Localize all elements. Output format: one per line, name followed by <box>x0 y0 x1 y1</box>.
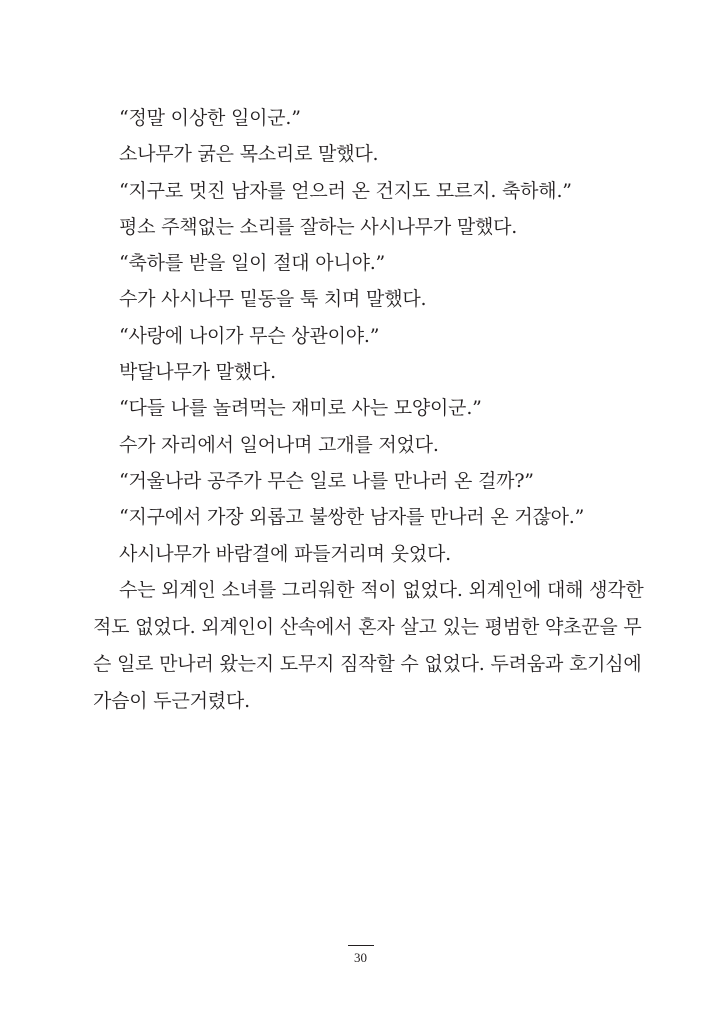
dialogue-line: “정말 이상한 일이군.” <box>119 107 301 129</box>
dialogue-line: “다들 나를 놀려먹는 재미로 사는 모양이군.” <box>119 397 482 420</box>
page-footer <box>0 945 721 966</box>
dialogue-line: “축하를 받을 일이 절대 아니야.” <box>119 252 386 275</box>
narration-line: 수가 사시나무 밑동을 툭 치며 말했다. <box>119 288 427 311</box>
paragraph-line: 수는 외계인 소녀를 그리워한 적이 없었다. 외계인에 대해 생각한 <box>119 578 644 601</box>
narration-line: 박달나무가 말했다. <box>119 361 276 384</box>
narration-line: 수가 자리에서 일어나며 고개를 저었다. <box>119 433 439 456</box>
paragraph-line: 슨 일로 만나러 왔는지 도무지 짐작할 수 없었다. 두려움과 호기심에 <box>93 652 642 675</box>
narration-line: 평소 주책없는 소리를 잘하는 사시나무가 말했다. <box>119 215 518 238</box>
dialogue-line: “거울나라 공주가 무슨 일로 나를 만나러 온 걸까?” <box>119 469 534 492</box>
page-number: 30 <box>354 950 367 965</box>
body-text <box>93 100 644 720</box>
narration-paragraph <box>93 572 644 720</box>
dialogue-line: “지구로 멋진 남자를 얻으러 온 건지도 모르지. 축하해.” <box>119 179 572 202</box>
page-number-rule <box>348 945 374 946</box>
narration-line: 사시나무가 바람결에 파들거리며 웃었다. <box>119 542 451 565</box>
paragraph-line: 적도 없었다. 외계인이 산속에서 혼자 살고 있는 평범한 약초꾼을 무 <box>93 615 642 638</box>
dialogue-line: “지구에서 가장 외롭고 불쌍한 남자를 만나러 온 거잖아.” <box>119 506 585 529</box>
paragraph-line: 가슴이 두근거렸다. <box>93 689 250 712</box>
dialogue-line: “사랑에 나이가 무슨 상관이야.” <box>119 324 380 347</box>
narration-line: 소나무가 굵은 목소리로 말했다. <box>119 143 379 166</box>
